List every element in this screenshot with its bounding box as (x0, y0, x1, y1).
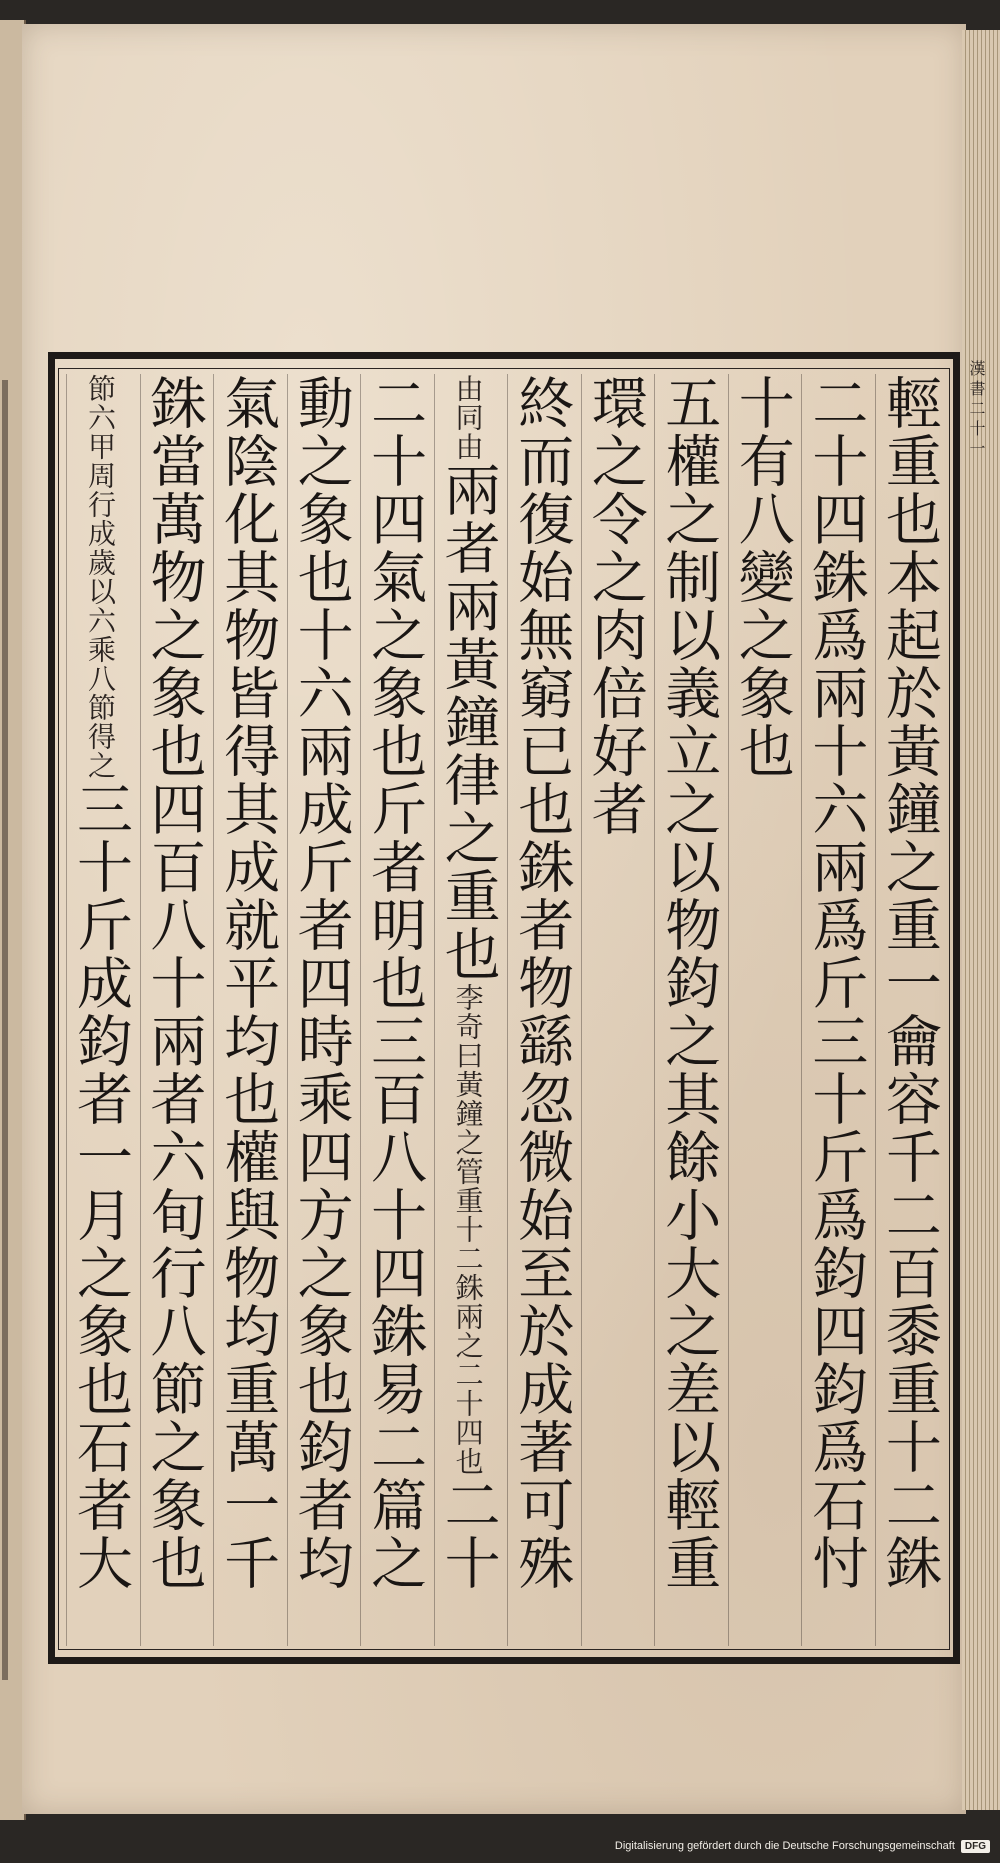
text-column-11 (140, 374, 207, 1646)
main-text: 兩者兩黃鐘律之重也 (435, 461, 501, 983)
main-text-tail (581, 374, 582, 1592)
text-column-6 (507, 374, 574, 1646)
commentary-note (728, 374, 729, 1646)
text-column-12 (66, 374, 133, 1646)
text-column-8 (360, 374, 427, 1646)
text-columns (66, 374, 942, 1646)
main-text: 輕重也本起於黃鐘之重一龠容千二百黍重十二銖 (876, 374, 942, 1592)
text-column-2 (801, 374, 868, 1646)
commentary-note-head: 節六甲周行成歲以六乘八節得之 (84, 374, 117, 780)
text-column-9 (287, 374, 354, 1646)
text-column-1 (875, 374, 942, 1646)
page-stack-edge (962, 30, 1000, 1810)
commentary-note: 李奇曰黃鐘之管重十二銖兩之二十四也 (451, 983, 485, 1476)
text-column-4 (654, 374, 721, 1646)
main-text: 環之令之肉倍好者 (582, 374, 648, 838)
digitization-caption (615, 1835, 990, 1857)
dfg-logo: DFG (961, 1840, 990, 1853)
main-text: 終而復始無窮已也銖者物繇忽微始至於成著可殊 (509, 374, 575, 1592)
main-text: 二十四銖爲兩十六兩爲斤三十斤爲鈞四鈞爲石忖 (803, 374, 869, 1592)
text-column-10 (213, 374, 280, 1646)
text-column-7 (434, 374, 501, 1646)
main-text: 十有八變之象也 (729, 374, 795, 780)
main-text: 銖當萬物之象也四百八十兩者六旬行八節之象也 (141, 374, 207, 1592)
running-title: 漢書二十一 (967, 360, 986, 460)
main-text-tail: 二十 (435, 1476, 501, 1592)
main-text: 二十四氣之象也斤者明也三百八十四銖易二篇之 (362, 374, 428, 1592)
main-text: 三十斤成鈞者一月之象也石者大 (68, 780, 133, 1592)
text-column-3 (728, 374, 795, 1646)
main-text: 五權之制以義立之以物鈞之其餘小大之差以輕重 (656, 374, 722, 1592)
main-text: 動之象也十六兩成斤者四時乘四方之象也鈞者均 (288, 374, 354, 1592)
text-column-5 (581, 374, 648, 1646)
commentary-note-head: 由同由 (451, 374, 485, 461)
main-text: 氣陰化其物皆得其成就平均也權與物均重萬一千 (215, 374, 281, 1592)
caption-text: Digitalisierung gefördert durch die Deutsche Forschungsgemeinschaft (614, 1840, 955, 1852)
